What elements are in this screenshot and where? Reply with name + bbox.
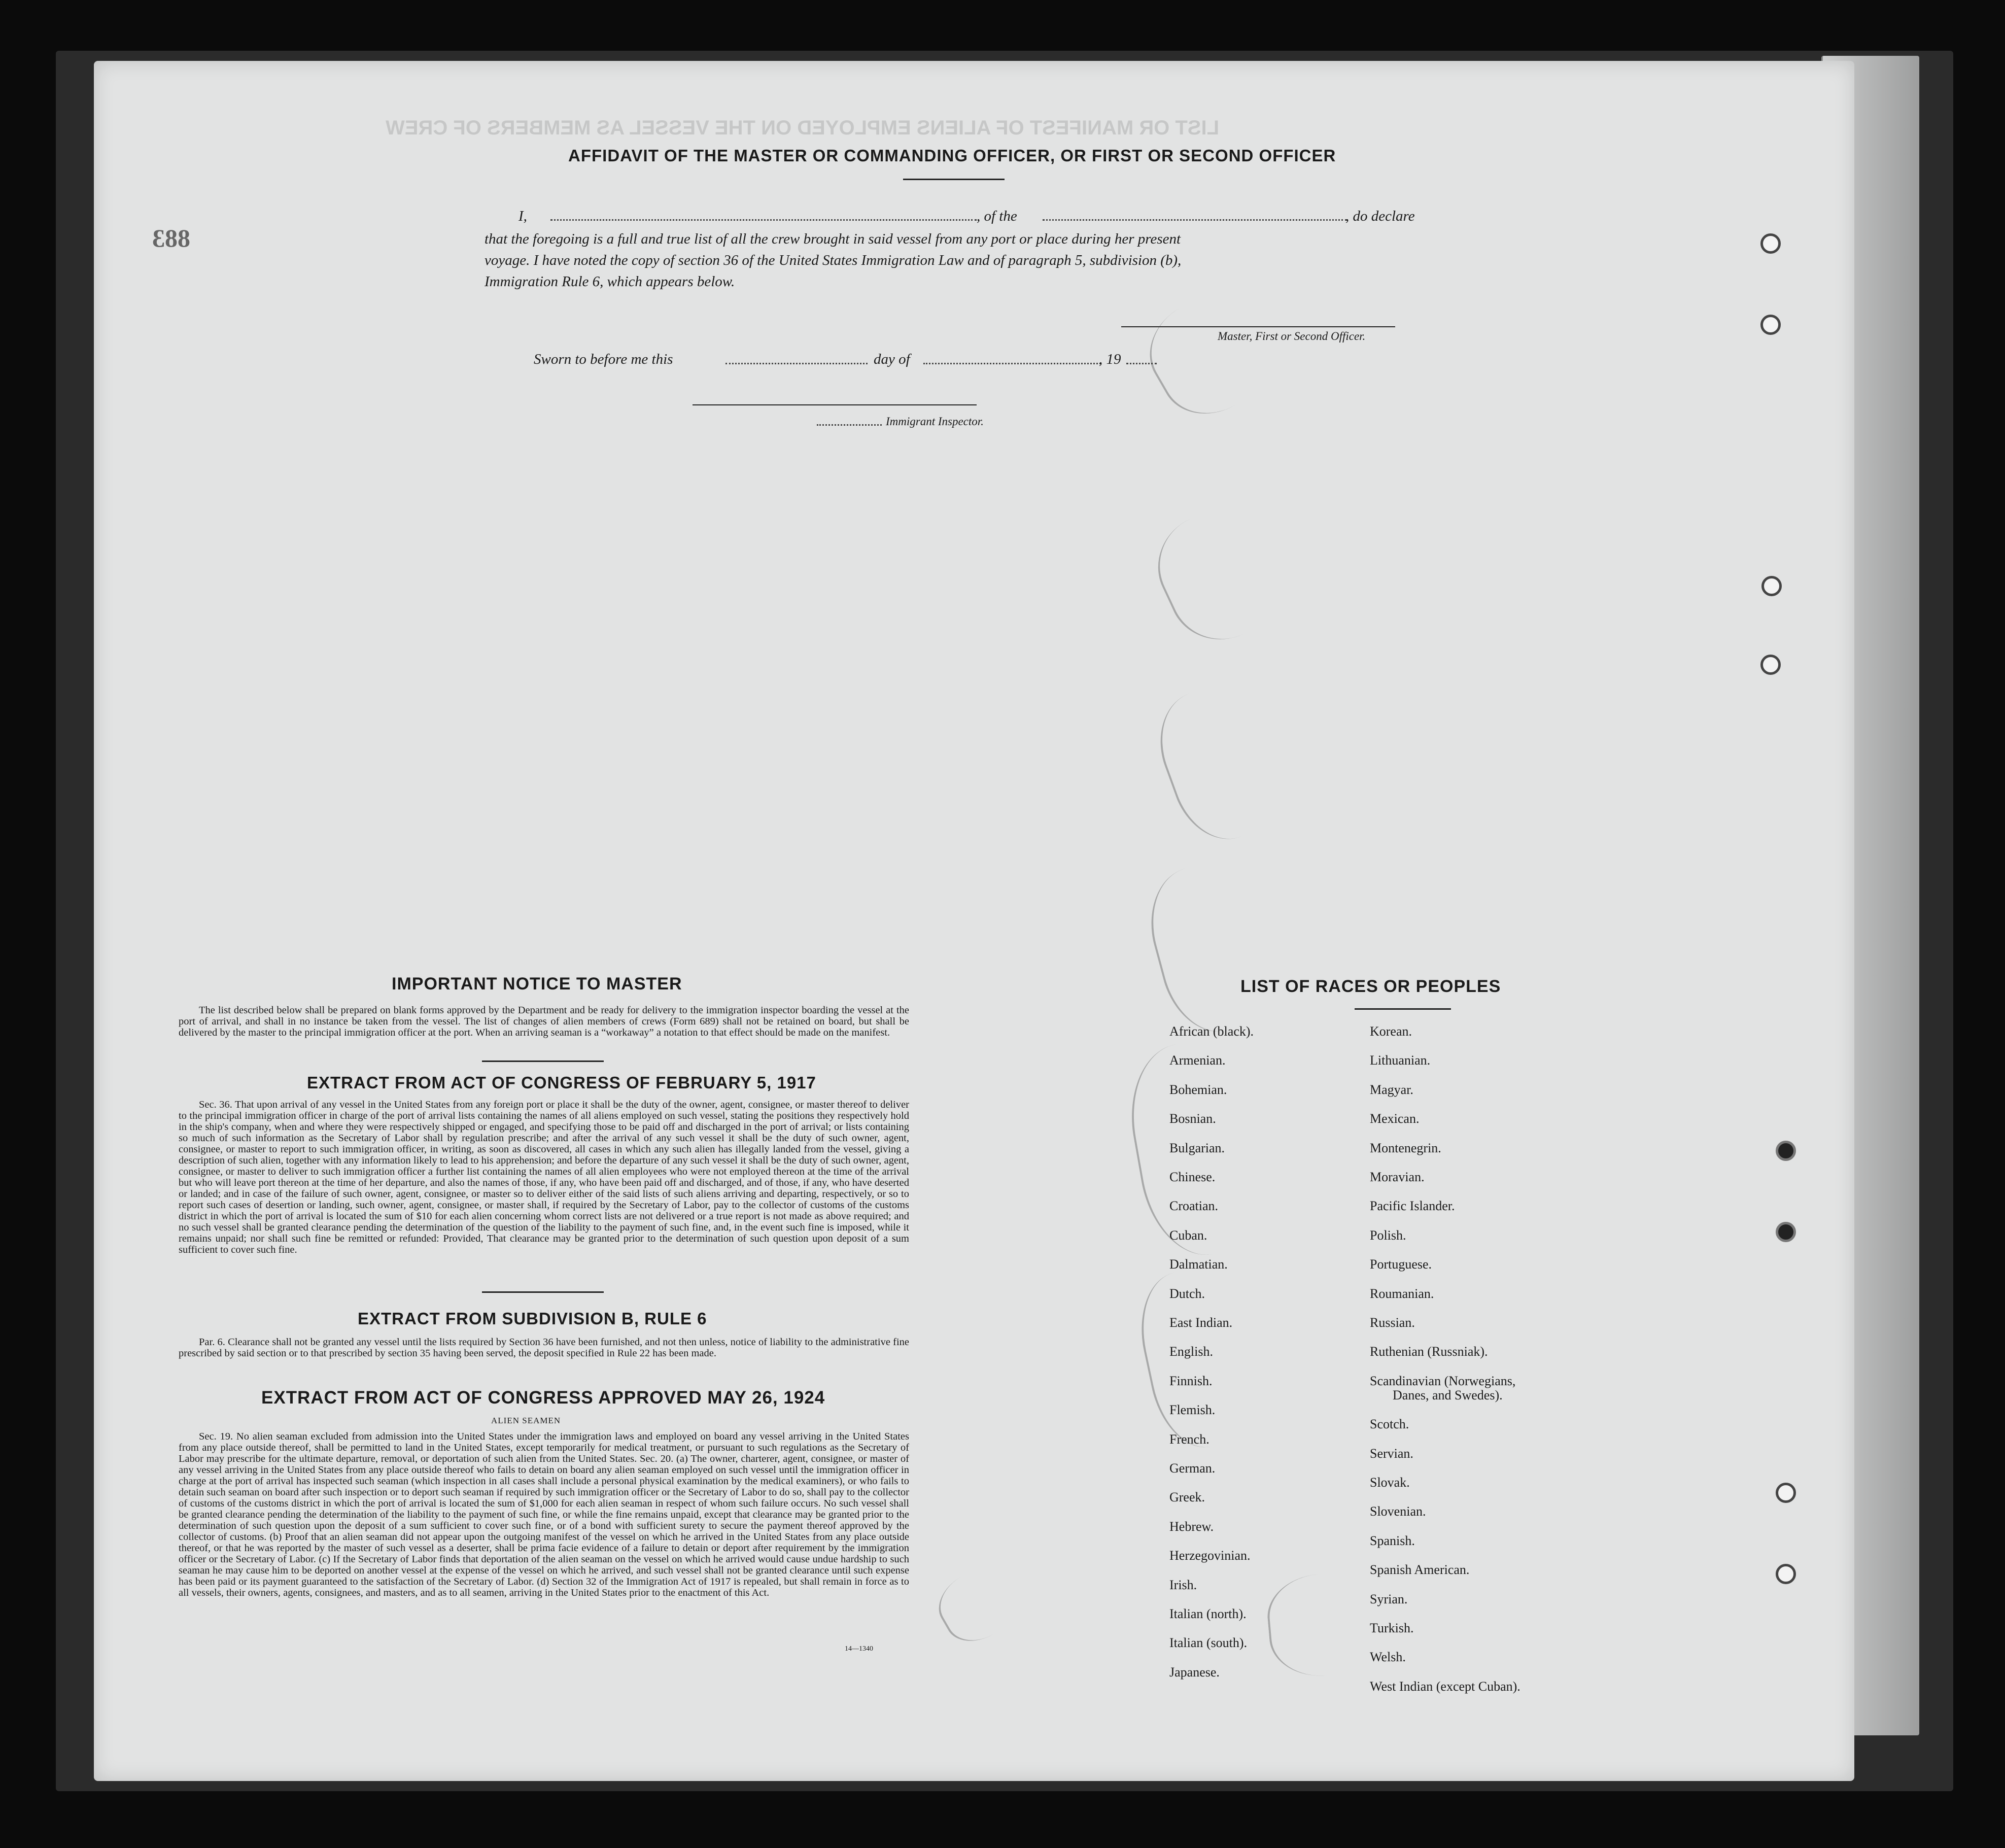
race-item: Italian (south). <box>1169 1635 1248 1651</box>
form-number: 14—1340 <box>845 1645 873 1653</box>
race-item: Scotch. <box>1370 1417 1409 1432</box>
race-item: French. <box>1169 1431 1209 1447</box>
binder-hole <box>1760 233 1781 254</box>
binder-hole <box>1760 655 1781 675</box>
race-item: Slovenian. <box>1370 1504 1426 1519</box>
race-item: Armenian. <box>1169 1053 1226 1068</box>
race-item: Magyar. <box>1370 1082 1413 1097</box>
affidavit-i-label: I, <box>518 208 527 224</box>
race-item: East Indian. <box>1169 1315 1233 1330</box>
bleed-through-header: LIST OR MANIFEST OF ALIENS EMPLOYED ON THE VESSEL AS MEMBERS OF CREW <box>386 117 1220 139</box>
extract-1924-subtitle: ALIEN SEAMEN <box>491 1416 561 1425</box>
race-item: Bosnian. <box>1169 1111 1216 1126</box>
day-of-label: day of <box>874 351 910 367</box>
extract-rule6-text: Par. 6. Clearance shall not be granted any vessel until the lists required by Section 36 have been furnished, and not then unless, notice of liability to the administrative fine prescribed by said section or to that prescribed by section 35 having been served, the deposit specified in Rule 22 has been made. <box>179 1337 909 1359</box>
extract-1917-title: EXTRACT FROM ACT OF CONGRESS OF FEBRUARY 5, 1917 <box>307 1073 816 1092</box>
race-item: Japanese. <box>1169 1664 1220 1680</box>
race-item: Greek. <box>1169 1490 1205 1505</box>
race-item: Syrian. <box>1370 1591 1408 1606</box>
affidavit-of-the-label: , of the <box>977 208 1017 224</box>
race-item: Spanish American. <box>1370 1562 1470 1578</box>
inspector-label: Immigrant Inspector. <box>886 415 984 428</box>
affidavit-do-declare-label: , do declare <box>1345 208 1415 224</box>
race-item: Mexican. <box>1370 1111 1420 1126</box>
race-item: Dutch. <box>1169 1286 1205 1301</box>
extract-1924-title: EXTRACT FROM ACT OF CONGRESS APPROVED MAY 26, 1924 <box>261 1388 825 1408</box>
race-item: Roumanian. <box>1370 1286 1434 1301</box>
race-item: Servian. <box>1370 1446 1413 1461</box>
affidavit-line-4: Immigration Rule 6, which appears below. <box>485 273 735 290</box>
race-item: Russian. <box>1370 1315 1415 1330</box>
race-item: Spanish. <box>1370 1533 1415 1548</box>
race-item: Slovak. <box>1370 1475 1410 1490</box>
inspector-signature-line[interactable] <box>693 404 977 405</box>
sworn-month-field[interactable] <box>923 363 1101 364</box>
binder-hole <box>1761 576 1782 596</box>
race-item: Bohemian. <box>1169 1082 1227 1097</box>
race-item: Portuguese. <box>1370 1257 1432 1272</box>
extract-1917-rule <box>482 1291 604 1293</box>
master-signature-label: Master, First or Second Officer. <box>1218 330 1366 343</box>
races-title-rule <box>1355 1008 1451 1010</box>
race-item: Lithuanian. <box>1370 1053 1431 1068</box>
race-item: Korean. <box>1370 1024 1412 1039</box>
binder-hole <box>1776 1222 1796 1242</box>
binder-hole <box>1776 1483 1796 1503</box>
race-item: Chinese. <box>1169 1170 1216 1184</box>
race-item: West Indian (except Cuban). <box>1370 1679 1520 1694</box>
inspector-prefix-line[interactable] <box>817 424 882 426</box>
binder-hole <box>1776 1564 1796 1584</box>
race-item: Polish. <box>1370 1227 1406 1243</box>
master-name-field[interactable] <box>550 219 977 221</box>
vessel-name-field[interactable] <box>1043 219 1347 221</box>
binder-hole <box>1776 1141 1796 1161</box>
affidavit-line-2: that the foregoing is a full and true list of all the crew brought in said vessel from any port or place during her present <box>485 231 1181 247</box>
race-item: Cuban. <box>1169 1227 1207 1243</box>
notice-title: IMPORTANT NOTICE TO MASTER <box>392 974 682 994</box>
race-item: Herzegovinian. <box>1169 1548 1251 1563</box>
affidavit-title: AFFIDAVIT OF THE MASTER OR COMMANDING OFFICER, OR FIRST OR SECOND OFFICER <box>568 146 1336 165</box>
race-item: Croatian. <box>1169 1199 1219 1214</box>
affidavit-line-3: voyage. I have noted the copy of section 36 of the United States Immigration Law and of paragraph 5, subdivision (b), <box>485 252 1182 268</box>
race-item: Irish. <box>1169 1577 1197 1592</box>
sworn-day-field[interactable] <box>725 363 868 364</box>
race-item: Montenegrin. <box>1370 1140 1441 1155</box>
affidavit-title-rule <box>903 179 1005 180</box>
race-item: Turkish. <box>1370 1621 1414 1635</box>
extract-rule6-title: EXTRACT FROM SUBDIVISION B, RULE 6 <box>358 1309 707 1328</box>
race-item: German. <box>1169 1461 1216 1476</box>
race-item: African (black). <box>1169 1024 1254 1039</box>
race-item: Hebrew. <box>1169 1519 1214 1534</box>
race-item: Danes, and Swedes). <box>1393 1387 1503 1402</box>
race-item: Flemish. <box>1169 1402 1216 1418</box>
notice-text: The list described below shall be prepared on blank forms approved by the Department and be ready for delivery to the immigration inspector boarding the vessel at the port of arrival, and shall in no instance be taken from the vessel. The list of changes of alien members of crews (Form 689) shall not be retained on board, but shall be delivered by the master to the principal immigration officer at the port. When an arriving seaman is a “workaway” a notation to that effect should be made on the manifest. <box>179 1005 909 1038</box>
race-item: Moravian. <box>1370 1170 1425 1184</box>
race-item: Bulgarian. <box>1169 1140 1225 1155</box>
race-item: Ruthenian (Russniak). <box>1370 1344 1488 1359</box>
race-item: Finnish. <box>1169 1373 1213 1388</box>
race-item: English. <box>1169 1344 1213 1359</box>
race-item: Pacific Islander. <box>1370 1199 1455 1214</box>
year-label: , 19 <box>1099 351 1121 367</box>
races-title: LIST OF RACES OR PEOPLES <box>1240 977 1501 996</box>
race-item: Welsh. <box>1370 1650 1406 1665</box>
race-item: Dalmatian. <box>1169 1257 1228 1272</box>
bleed-through-page-number: 883 <box>152 224 190 252</box>
race-item: Scandinavian (Norwegians, <box>1370 1373 1516 1388</box>
sworn-label: Sworn to before me this <box>534 351 673 367</box>
extract-1924-text: Sec. 19. No alien seaman excluded from admission into the United States under the immigration laws and employed on board any vessel arriving in the United States from any place outside thereof, shall be permitted to land in the United States, except temporarily for medical treatment, or pursuant to such regulations as the Secretary of Labor may prescribe for the ultimate departure, removal, or deportation of such alien from the United States. Sec. 20. (a) The owner, charterer, agent, consignee, or master of any vessel arriving in the United States from any place outside thereof who fails to detain on board any alien seaman employed on such vessel until the immigration officer in charge at the port of arrival has inspected such seaman (which inspection in all cases shall include a personal physical examination by the medical examiners), or who fails to detain such seaman on board after such inspection or to deport such seaman if required by such immigration officer or the Secretary of Labor to do so, shall pay to the collector of customs of the customs district in which the port of arrival is located the sum of $1,000 for each alien seaman in respect of whom such failure occurs. No such vessel shall be granted clearance pending the determination of the liability to the payment of such fine, or while the fine remains unpaid, except that clearance may be granted prior to the determination of such question upon the deposit of a sum sufficient to cover such fine, or of a bond with sufficient surety to secure the payment thereof approved by the collector of customs. (b) Proof that an alien seaman did not appear upon the outgoing manifest of the vessel on which he arrived in the United States from any place outside thereof, or that he was reported by the master of such vessel as a deserter, shall be prima facie evidence of a failure to detain or deport after requirement by the immigration officer or the Secretary of Labor. (c) If the Secretary of Labor finds that deportation of the alien seaman on the vessel on which he arrived would cause undue hardship to such seaman he may cause him to be deported on another vessel at the expense of the vessel on which he arrived, and such vessel shall not be granted clearance until such expense has been paid or its payment guaranteed to the satisfaction of the Secretary of Labor. (d) Section 32 of the Immigration Act of 1917 is repealed, but shall remain in force as to all vessels, their owners, agents, consignees, and masters, and as to all seamen, arriving in the United States prior to the enactment of this Act. <box>179 1431 909 1598</box>
binder-hole <box>1760 315 1781 335</box>
notice-rule <box>482 1060 604 1062</box>
race-item: Italian (north). <box>1169 1606 1247 1621</box>
extract-1917-text: Sec. 36. That upon arrival of any vessel in the United States from any foreign port or place it shall be the duty of the owner, agent, consignee, or master thereof to deliver to the principal immigration officer in charge of the port of arrival lists containing the names of all aliens employed on such vessel, stating the positions they respectively hold in the ship's company, when and where they were respectively shipped or engaged, and specifying those to be paid off and discharged in the port of arrival; or lists containing so much of such information as the Secretary of Labor shall by regulation prescribe; and after the arrival of any such vessel it shall be the duty of such owner, agent, consignee, or master to report to such immigration officer, in writing, as soon as discovered, all cases in which any such alien has illegally landed from the vessel, giving a description of such alien, together with any information likely to lead to his apprehension; and before the departure of any such vessel it shall be the duty of such owner, agent, consignee, or master to deliver to such immigration officer a further list containing the names of all alien employees who were not employed thereon at the time of the arrival but who will leave port thereon at the time of her departure, and also the names of those, if any, who have been paid off and discharged, and of those, if any, who have deserted or landed; and in case of the failure of such owner, agent, consignee, or master so to deliver either of the said lists of such aliens arriving and departing, respectively, or so to report such cases of desertion or landing, such owner, agent, consignee, or master shall, if required by the Secretary of Labor, pay to the collector of customs of the customs district in which the port of arrival is located the sum of $10 for each alien concerning whom correct lists are not delivered or a true report is not made as above required; and no such vessel shall be granted clearance pending the determination of the question of the liability to the payment of such fine, and, in the event such fine is imposed, while it remains unpaid; nor shall such fine be remitted or refunded: Provided, That clearance may be granted prior to the determination of such question upon deposit of a sum sufficient to cover such fine. <box>179 1099 909 1255</box>
